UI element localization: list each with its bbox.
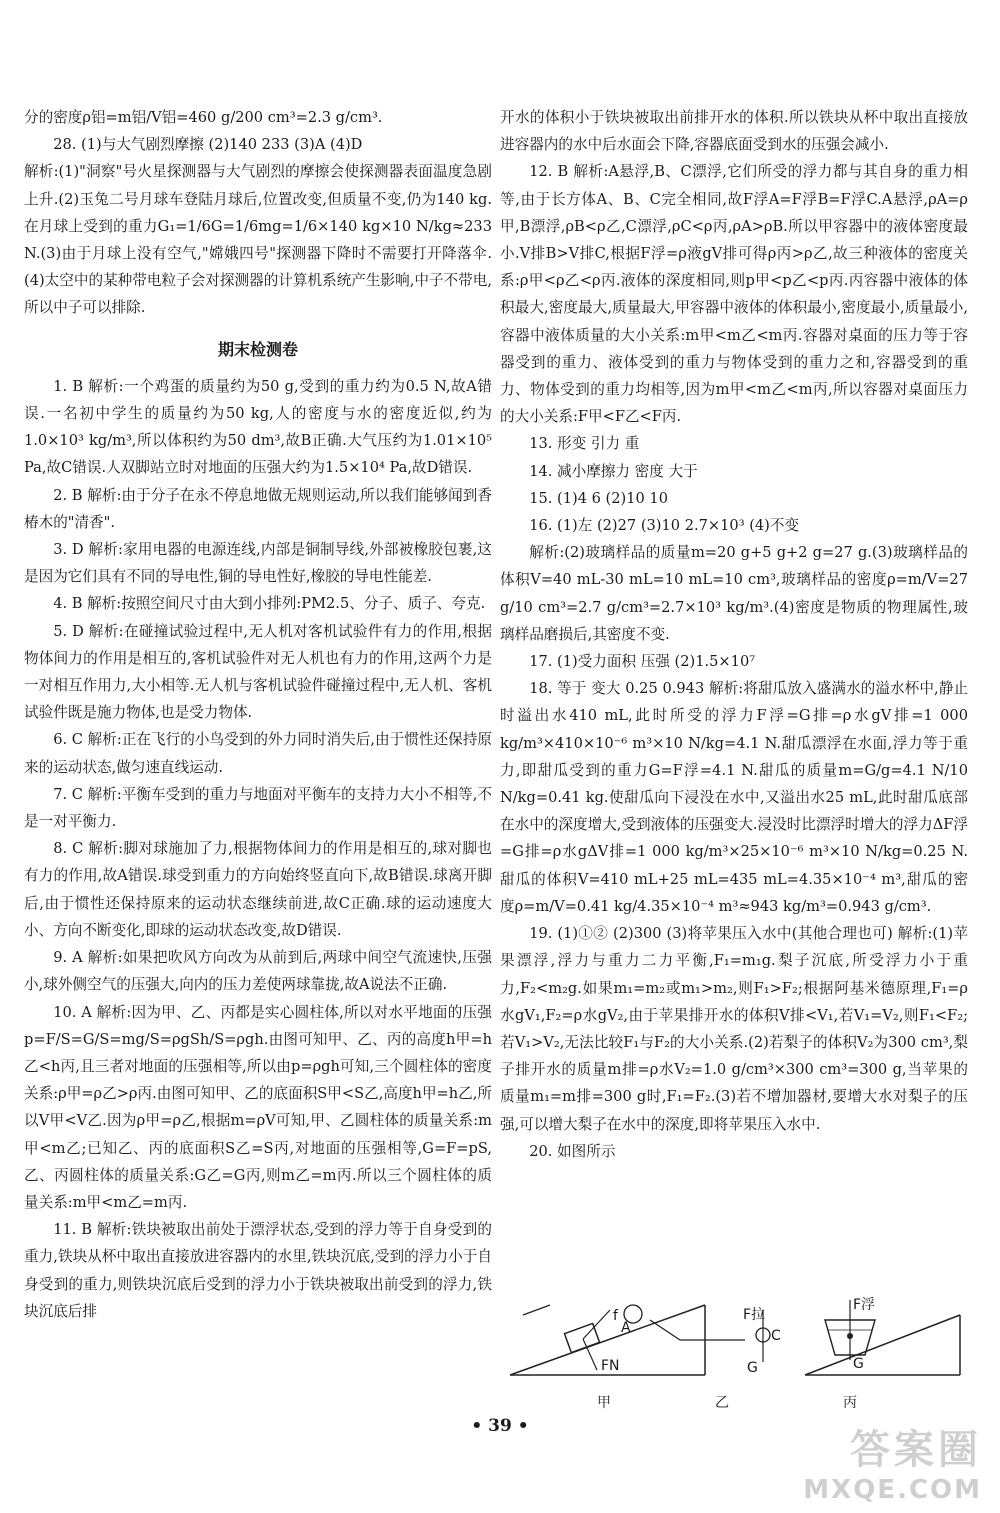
- left-column: [24, 104, 492, 1325]
- watermark-bottom: MXQE.COM: [803, 1475, 982, 1505]
- label-g-bing: G: [853, 1356, 864, 1372]
- left-p9: 7. C 解析:平衡车受到的重力与地面对平衡车的支持力大小不相等,不是一对平衡力.: [24, 785, 492, 831]
- watermark-top: 答案圈: [850, 1427, 982, 1473]
- label-yi: 乙: [715, 1395, 729, 1411]
- figure-bing: [805, 1300, 960, 1375]
- force-diagrams-svg: [505, 1300, 965, 1410]
- label-fn: FN: [601, 1358, 620, 1374]
- left-p13: 11. B 解析:铁块被取出前处于漂浮状态,受到的浮力等于自身受到的重力,铁块从杯中取出直接放进容器内的水里,铁块沉底,受到的浮力小于自身受到的重力,则铁块沉底后受到的浮力小于铁块被取出前受到的浮力,铁块沉底后排: [24, 1221, 492, 1320]
- right-p5: 16. (1)左 (2)27 (3)10 2.7×10³ (4)不变: [529, 517, 800, 535]
- right-p2: 13. 形变 引力 重: [529, 435, 640, 453]
- page-number: • 39 •: [471, 1416, 529, 1436]
- right-p6: 解析:(2)玻璃样品的质量m=20 g+5 g+2 g=27 g.(3)玻璃样品的体积V=40 mL-30 mL=10 mL=10 cm³,玻璃样品的密度ρ=m/V=27 g/10 cm³=2.7 g/cm³=2.7×10³ kg/m³.(4)密度是物质的物理属性,玻璃样品磨损后,其密度不变.: [500, 544, 968, 643]
- right-p4: 15. (1)4 6 (2)10 10: [529, 489, 669, 507]
- label-c: C: [771, 1328, 781, 1344]
- watermark: [803, 1418, 982, 1505]
- label-fz: F拉: [743, 1307, 766, 1323]
- section-heading: 期末检测卷: [217, 339, 298, 359]
- right-p9: 19. (1)①② (2)300 (3)将苹果压入水中(其他合理也可) 解析:(1)苹果漂浮,浮力与重力二力平衡,F₁=m₁g.梨子沉底,所受浮力小于重力,F₂<m₂g.如果m₁=m₂或m₁>m₂,则F₁>F₂;根据阿基米德原理,F₁=ρ水gV₁,F₂=ρ水gV₂,由于苹果排开水的体积V排<V₁,若V₁=V₂,则F₁<F₂;若V₁>V₂,无法比较F₁与F₂的大小关系.(2)若梨子的体积V₂为300 cm³,梨子排开水的质量m排=ρ水V₂=1.0 g/cm³×300 cm³=300 g,当苹果的质量m₁=m排=300 g时,F₁=F₂.(3)若不增加器材,要增大水对梨子的压强,可以增大梨子在水中的深度,即将苹果压入水中.: [500, 925, 968, 1133]
- left-p8: 6. C 解析:正在飞行的小鸟受到的外力同时消失后,由于惯性还保持原来的运动状态,做匀速直线运动.: [24, 731, 492, 776]
- right-p10: 20. 如图所示: [529, 1142, 616, 1160]
- left-p1: 28. (1)与大气剧烈摩擦 (2)140 233 (3)A (4)D: [53, 136, 363, 154]
- left-p5: 3. D 解析:家用电器的电源连线,内部是铜制导线,外部被橡胶包裹,这是因为它们具有不同的导电性,铜的导电性好,橡胶的导电性能差.: [24, 541, 492, 586]
- left-p11: 9. A 解析:如果把吹风方向改为从前到后,两球中间空气流速快,压强小,球外侧空气的压强大,向内的压力差使两球靠拢,故A说法不正确.: [24, 949, 492, 994]
- right-p1: 12. B 解析:A悬浮,B、C漂浮,它们所受的浮力都与其自身的重力相等,由于长方体A、B、C完全相同,故F浮A=F浮B=F浮C.A悬浮,ρA=ρ甲,B漂浮,ρB<ρ乙,C漂浮,ρC<ρ丙,ρA>ρB.所以甲容器中的液体密度最小.V排B>V排C,根据F浮=ρ液gV排可得ρ丙>ρ乙,故三种液体的密度关系:ρ甲<ρ乙<ρ丙.液体的深度相同,则p甲<p乙<p丙.丙容器中液体的体积最大,密度最大,质量最大,甲容器中液体的体积最小,密度最小,质量最小,容器中液体质量的大小关系:m甲<m乙<m丙.容器对桌面的压力等于容器受到的重力、液体受到的重力与物体受到的重力之和,容器受到的重力、物体受到的重力均相等,因为m甲<m乙<m丙,所以容器对桌面压力的大小关系:F甲<F乙<F丙.: [500, 163, 968, 426]
- left-p10: 8. C 解析:脚对球施加了力,根据物体间力的作用是相互的,球对脚也有力的作用,故A错误.球受到重力的方向始终竖直向下,故B错误.球离开脚后,由于惯性还保持原来的运动状态继续前进,故C正确.球的运动速度大小、方向不断变化,即球的运动状态改变,故D错误.: [24, 840, 492, 939]
- right-p7: 17. (1)受力面积 压强 (2)1.5×10⁷: [529, 653, 756, 671]
- left-p7: 5. D 解析:在碰撞试验过程中,无人机对客机试验件有力的作用,根据物体间力的作用是相互的,客机试验件对无人机也有力的作用,这两个力是一对相互作用力,大小相等.无人机与客机试验件碰撞过程中,无人机、客机试验件既是施力物体,也是受力物体.: [24, 622, 492, 722]
- left-p12: 10. A 解析:因为甲、乙、丙都是实心圆柱体,所以对水平地面的压强p=F/S=G/S=mg/S=ρgSh/S=ρgh.由图可知甲、乙、丙的高度h甲=h乙<h丙,且三者对地面的压强相等,所以由p=ρgh可知,三个圆柱体的密度关系:ρ甲=ρ乙>ρ丙.由图可知甲、乙的底面积S甲<S乙,高度h甲=h乙,所以V甲<V乙.因为ρ甲=ρ乙,根据m=ρV可知,甲、乙圆柱体的质量关系:m甲<m乙;已知乙、丙的底面积S乙=S丙,对地面的压强相等,G=F=pS,乙、丙圆柱体的质量关系:G乙=G丙,则m乙=m丙.所以三个圆柱体的质量关系:m甲<m乙=m丙.: [24, 1003, 492, 1211]
- label-g-yi: G: [747, 1360, 758, 1376]
- right-p3: 14. 减小摩擦力 密度 大于: [529, 462, 698, 480]
- label-f: f: [613, 1308, 618, 1324]
- label-bing: 丙: [843, 1395, 857, 1411]
- left-p4: 2. B 解析:由于分子在永不停息地做无规则运动,所以我们能够闻到香椿木的"清香".: [24, 486, 492, 531]
- force-diagrams: [505, 1297, 965, 1411]
- right-column: [500, 104, 968, 1165]
- label-a: A: [621, 1320, 631, 1336]
- label-jia: 甲: [597, 1395, 611, 1411]
- right-p0: 开水的体积小于铁块被取出前排开水的体积.所以铁块从杯中取出直接放进容器内的水中后水面会下降,容器底面受到水的压强会减小.: [500, 109, 968, 154]
- left-p6: 4. B 解析:按照空间尺寸由大到小排列:PM2.5、分子、质子、夸克.: [53, 595, 486, 613]
- label-ff: F浮: [853, 1297, 876, 1313]
- left-p2: 解析:(1)"洞察"号火星探测器与大气剧烈的摩擦会使探测器表面温度急剧上升.(2)玉兔二号月球车登陆月球后,位置改变,但质量不变,仍为140 kg.在月球上受到的重力G₁=1/6G=1/6mg=1/6×140 kg×10 N/kg≈233 N.(3)由于月球上没有空气,"嫦娥四号"探测器下降时不需要打开降落伞.(4)太空中的某种带电粒子会对探测器的计算机系统产生影响,中子不带电,所以中子可以排除.: [24, 163, 492, 317]
- right-p8: 18. 等于 变大 0.25 0.943 解析:将甜瓜放入盛满水的溢水杯中,静止时溢出水410 mL,此时所受的浮力F浮=G排=ρ水gV排=1 000 kg/m³×410×10⁻⁶ m³×10 N/kg=4.1 N.甜瓜漂浮在水面,浮力等于重力,即甜瓜受到的重力G=F浮=4.1 N.甜瓜的质量m=G/g=4.1 N/10 N/kg=0.41 kg.使甜瓜向下浸没在水中,又溢出水25 mL,此时甜瓜底部在水中的深度增大,受到液体的压强变大.浸没时比漂浮时增大的浮力ΔF浮=G排=ρ水gΔV排=1 000 kg/m³×25×10⁻⁶ m³×10 N/kg=0.25 N.甜瓜的体积V=410 mL+25 mL=435 mL=4.35×10⁻⁴ m³,甜瓜的密度ρ=m/V=0.41 kg/4.35×10⁻⁴ m³≈943 kg/m³=0.943 g/cm³.: [500, 680, 968, 915]
- left-p3: 1. B 解析:一个鸡蛋的质量约为50 g,受到的重力约为0.5 N,故A错误.一名初中学生的质量约为50 kg,人的密度与水的密度近似,约为1.0×10³ kg/m³,所以体积约为50 dm³,故B正确.大气压约为1.01×10⁵ Pa,故C错误.人双脚站立时对地面的压强大约为1.5×10⁴ Pa,故D错误.: [24, 377, 492, 477]
- left-p0: 分的密度ρ铝=m铝/V铝=460 g/200 cm³=2.3 g/cm³.: [24, 109, 383, 126]
